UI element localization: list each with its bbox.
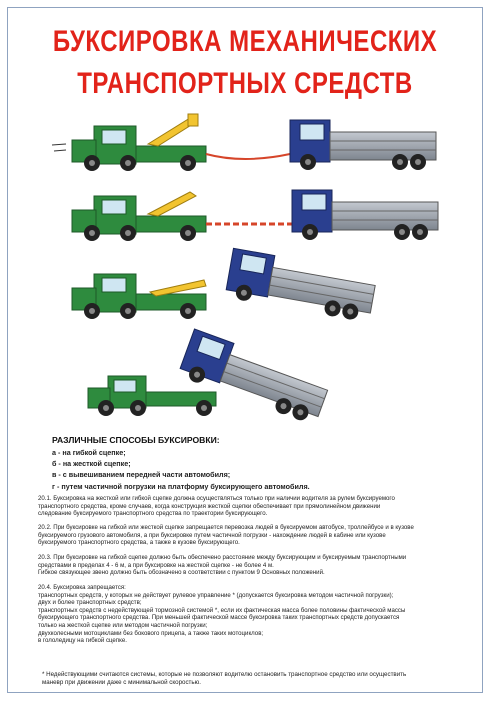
tow-truck-partial-load-icon [88, 329, 332, 426]
rule-20-4 [38, 584, 468, 645]
rule-line: 20.4. Буксировка запрещается: [38, 584, 126, 591]
rule-line: двухколесными мотоциклами без бокового прицепа, а также таких мотоциклов; [38, 629, 264, 637]
rule-20-1 [38, 495, 468, 518]
poster-title-line2: ТРАНСПОРТНЫХ СРЕДСТВ [77, 66, 413, 101]
footnote-line: маневр при движении даже с минимальной скоростью. [42, 679, 201, 686]
rule-line: буксируемого грузового автомобиля, а при буксировке путем частичной погрузки - нахождение людей в кабине или кузове [38, 531, 386, 539]
rule-line: двух и более транспортных средств; [38, 599, 142, 607]
rule-line: транспортных средств, у которых не действует рулевое управление * (допускается буксировка методом частичной погрузки); [38, 591, 394, 599]
towing-illustrations [8, 8, 483, 428]
rule-line: 20.1. Буксировка на жесткой или гибкой сцепке должна осуществляться только при наличии водителя за рулем буксируемого [38, 495, 395, 502]
method-item: в - с вывешиванием передней части автомобиля; [52, 470, 231, 480]
tow-truck-lifted-front-icon [72, 248, 377, 323]
tow-truck-rigid-hitch-icon [72, 190, 438, 241]
rule-line: 20.3. При буксировке на гибкой сцепке должно быть обеспечено расстояние между буксирующим и буксируемым транспортными [38, 554, 407, 561]
rule-line: 20.2. При буксировке на гибкой или жесткой сцепке запрещается перевозка людей в буксируемом автобусе, троллейбусе и в кузове [38, 524, 414, 531]
poster-title-line1: БУКСИРОВКА МЕХАНИЧЕСКИХ [52, 24, 438, 59]
method-item: а - на гибкой сцепке; [52, 448, 126, 457]
rule-line: в гололедицу на гибкой сцепке. [38, 637, 127, 645]
method-item: г - путем частичной погрузки на платформу буксирующего автомобиля. [52, 481, 310, 491]
rule-line: буксирующего транспортного средства. При меньшей фактической массе буксировка таких транспортных средств допускается [38, 614, 400, 622]
rule-line: средствами в пределах 4 - 6 м, а при буксировке на жесткой сцепке - не более 4 м. [38, 561, 274, 569]
rule-line: Гибкое связующее звено должно быть обозначено в соответствии с пунктом 9 Основных положений. [38, 569, 325, 577]
methods-list [52, 447, 310, 492]
tow-truck-flexible-hitch-icon [52, 114, 436, 171]
rule-line: только на жесткой сцепке или методом частичной погрузки; [38, 621, 208, 629]
rule-line: транспортных средств с недействующей тормозной системой *, если их фактическая масса более половины фактической массы [38, 606, 406, 614]
footnote [42, 671, 462, 687]
safety-poster [7, 7, 483, 693]
rule-20-2 [38, 524, 468, 547]
rule-20-3 [38, 554, 468, 577]
rule-line: следование буксируемого транспортного средства по траектории буксирующего. [38, 510, 268, 518]
rule-line: буксируемого транспортного средства, а также в кузове буксирующего. [38, 539, 240, 547]
methods-heading: РАЗЛИЧНЫЕ СПОСОБЫ БУКСИРОВКИ: [52, 435, 220, 445]
method-item: б - на жесткой сцепке; [52, 459, 131, 469]
footnote-line: * Недействующими считаются системы, которые не позволяют водителю остановить транспортное средство или осуществить [42, 671, 407, 678]
rule-line: транспортного средства, кроме случаев, когда конструкция жесткой сцепки обеспечивает при прямолинейном движении [38, 502, 381, 510]
